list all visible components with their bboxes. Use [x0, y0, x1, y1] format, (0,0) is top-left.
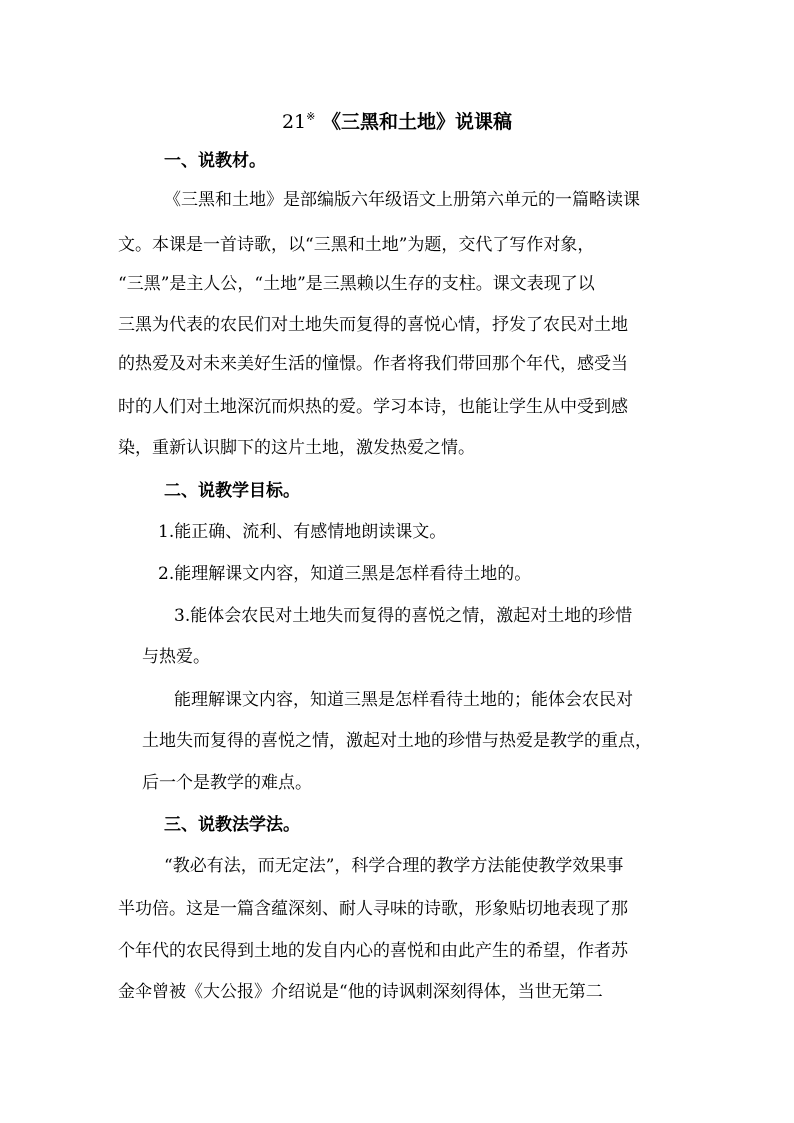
paragraph-line: 的热爱及对未来美好生活的憧憬。作者将我们带回那个年代，感受当 [118, 354, 628, 374]
paragraph-line: 文。本课是一首诗歌，以“三黑和土地”为题，交代了写作对象， [118, 235, 595, 255]
paragraph-line: “三黑”是主人公，“土地”是三黑赖以生存的支柱。课文表现了以 [118, 274, 595, 294]
paragraph-line: 土地失而复得的喜悦之情，激起对土地的珍惜与热爱是教学的重点， [142, 731, 652, 751]
paragraph-line: 能理解课文内容，知道三黑是怎样看待土地的；能体会农民对 [174, 690, 633, 710]
section-heading-methods: 三、说教法学法。 [164, 815, 300, 835]
goal-item: 3.能体会农民对土地失而复得的喜悦之情，激起对土地的珍惜 [174, 606, 633, 626]
section-heading-textbook: 一、说教材。 [164, 151, 266, 171]
paragraph-line: 三黑为代表的农民们对土地失而复得的喜悦心情，抒发了农民对土地 [118, 315, 628, 335]
paragraph-line: 染，重新认识脚下的这片土地，激发热爱之情。 [118, 438, 475, 458]
section-heading-teaching-goals: 二、说教学目标。 [164, 481, 300, 501]
lesson-number: 21 [281, 111, 307, 133]
paragraph-line: “教必有法，而无定法”，科学合理的教学方法能使教学效果事 [164, 856, 624, 876]
paragraph-line: 后一个是教学的难点。 [142, 773, 312, 793]
goal-item: 2.能理解课文内容，知道三黑是怎样看待土地的。 [158, 564, 532, 584]
paragraph-line: 个年代的农民得到土地的发自内心的喜悦和由此产生的希望，作者苏 [118, 941, 628, 961]
paragraph-line: 金伞曾被《大公报》介绍说是“他的诗讽刺深刻得体，当世无第二 [118, 982, 603, 1002]
paragraph-line: 时的人们对土地深沉而炽热的爱。学习本诗，也能让学生从中受到感 [118, 397, 628, 417]
goal-item: 1.能正确、流利、有感情地朗读课文。 [158, 522, 447, 542]
paragraph-line: 《三黑和土地》是部编版六年级语文上册第六单元的一篇略读课 [164, 190, 640, 210]
title-superscript-mark: ※ [306, 110, 316, 123]
paragraph-line: 半功倍。这是一篇含蕴深刻、耐人寻味的诗歌，形象贴切地表现了那 [118, 899, 628, 919]
title-text: 《三黑和土地》说课稿 [322, 111, 513, 133]
page-title [0, 104, 794, 135]
goal-item-continued: 与热爱。 [142, 647, 210, 667]
